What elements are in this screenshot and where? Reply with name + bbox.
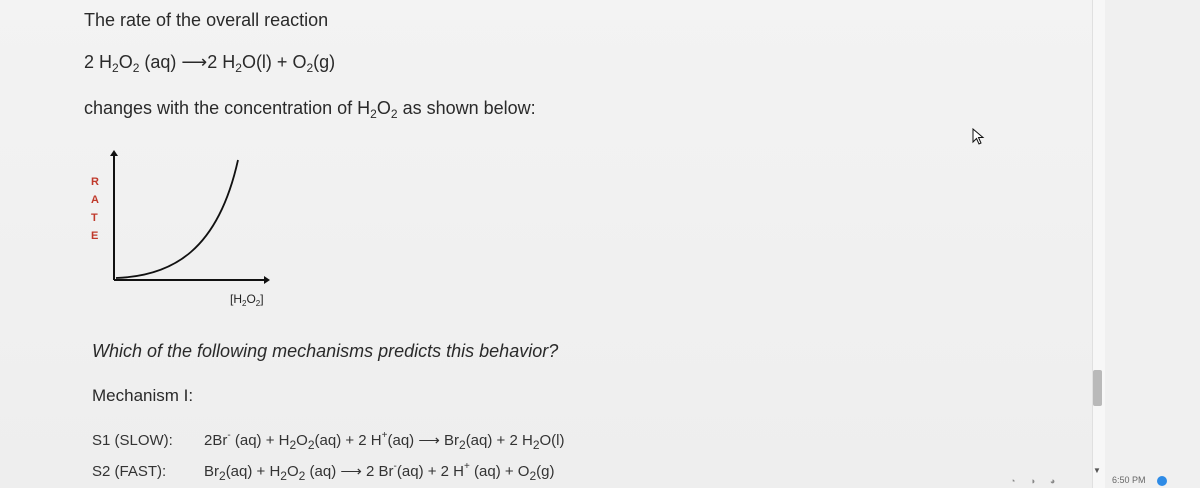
x-axis-arrowhead <box>264 276 270 284</box>
step1-equation: 2Br- $(aq) + H_2O_2(aq) + 2$ H+(aq) ⟶ $Br_2(aq) + 2$ $H_2O(l)$ <box>204 430 565 452</box>
mouse-cursor-icon <box>972 128 986 146</box>
y-axis-letter-a: A <box>91 194 99 206</box>
step2-label: S2 (FAST): <box>92 463 167 480</box>
vertical-scrollbar[interactable] <box>1092 0 1105 488</box>
intro-text: The rate of the overall reaction <box>84 10 329 30</box>
step2-equation: $Br_2(aq) + H_2O_2$ (aq) ⟶ 2 Br-(aq) + 2 H+ $(aq) + O_2(g)$ <box>204 461 555 483</box>
overall-reaction-equation: 2 $H_2O_2$ (aq) ⟶2 $H_2O(l) + O_2(g)$ <box>84 52 336 75</box>
y-axis-letter-e: E <box>91 230 99 242</box>
scrollbar-thumb[interactable] <box>1093 370 1102 406</box>
y-axis-arrowhead <box>110 150 118 156</box>
rate-curve <box>116 160 238 278</box>
taskbar-clock: 6:50 PM <box>1112 475 1146 485</box>
y-axis-letter-r: R <box>91 176 99 188</box>
y-axis-letter-t: T <box>91 212 98 224</box>
scroll-down-arrow-icon[interactable]: ▼ <box>1093 466 1101 475</box>
changes-text: changes with the concentration of $H_2O_2$ as shown below: <box>84 98 536 121</box>
step1-label: S1 (SLOW): <box>92 432 173 449</box>
system-tray-icons[interactable]: ◔ ◑ ◕ <box>1010 476 1062 486</box>
mechanism-title: Mechanism I: <box>92 386 194 405</box>
question-text: Which of the following mechanisms predicts this behavior? <box>92 341 559 361</box>
notification-icon[interactable] <box>1157 476 1167 486</box>
x-axis-label: $[H_2O_2]$ <box>230 292 264 308</box>
